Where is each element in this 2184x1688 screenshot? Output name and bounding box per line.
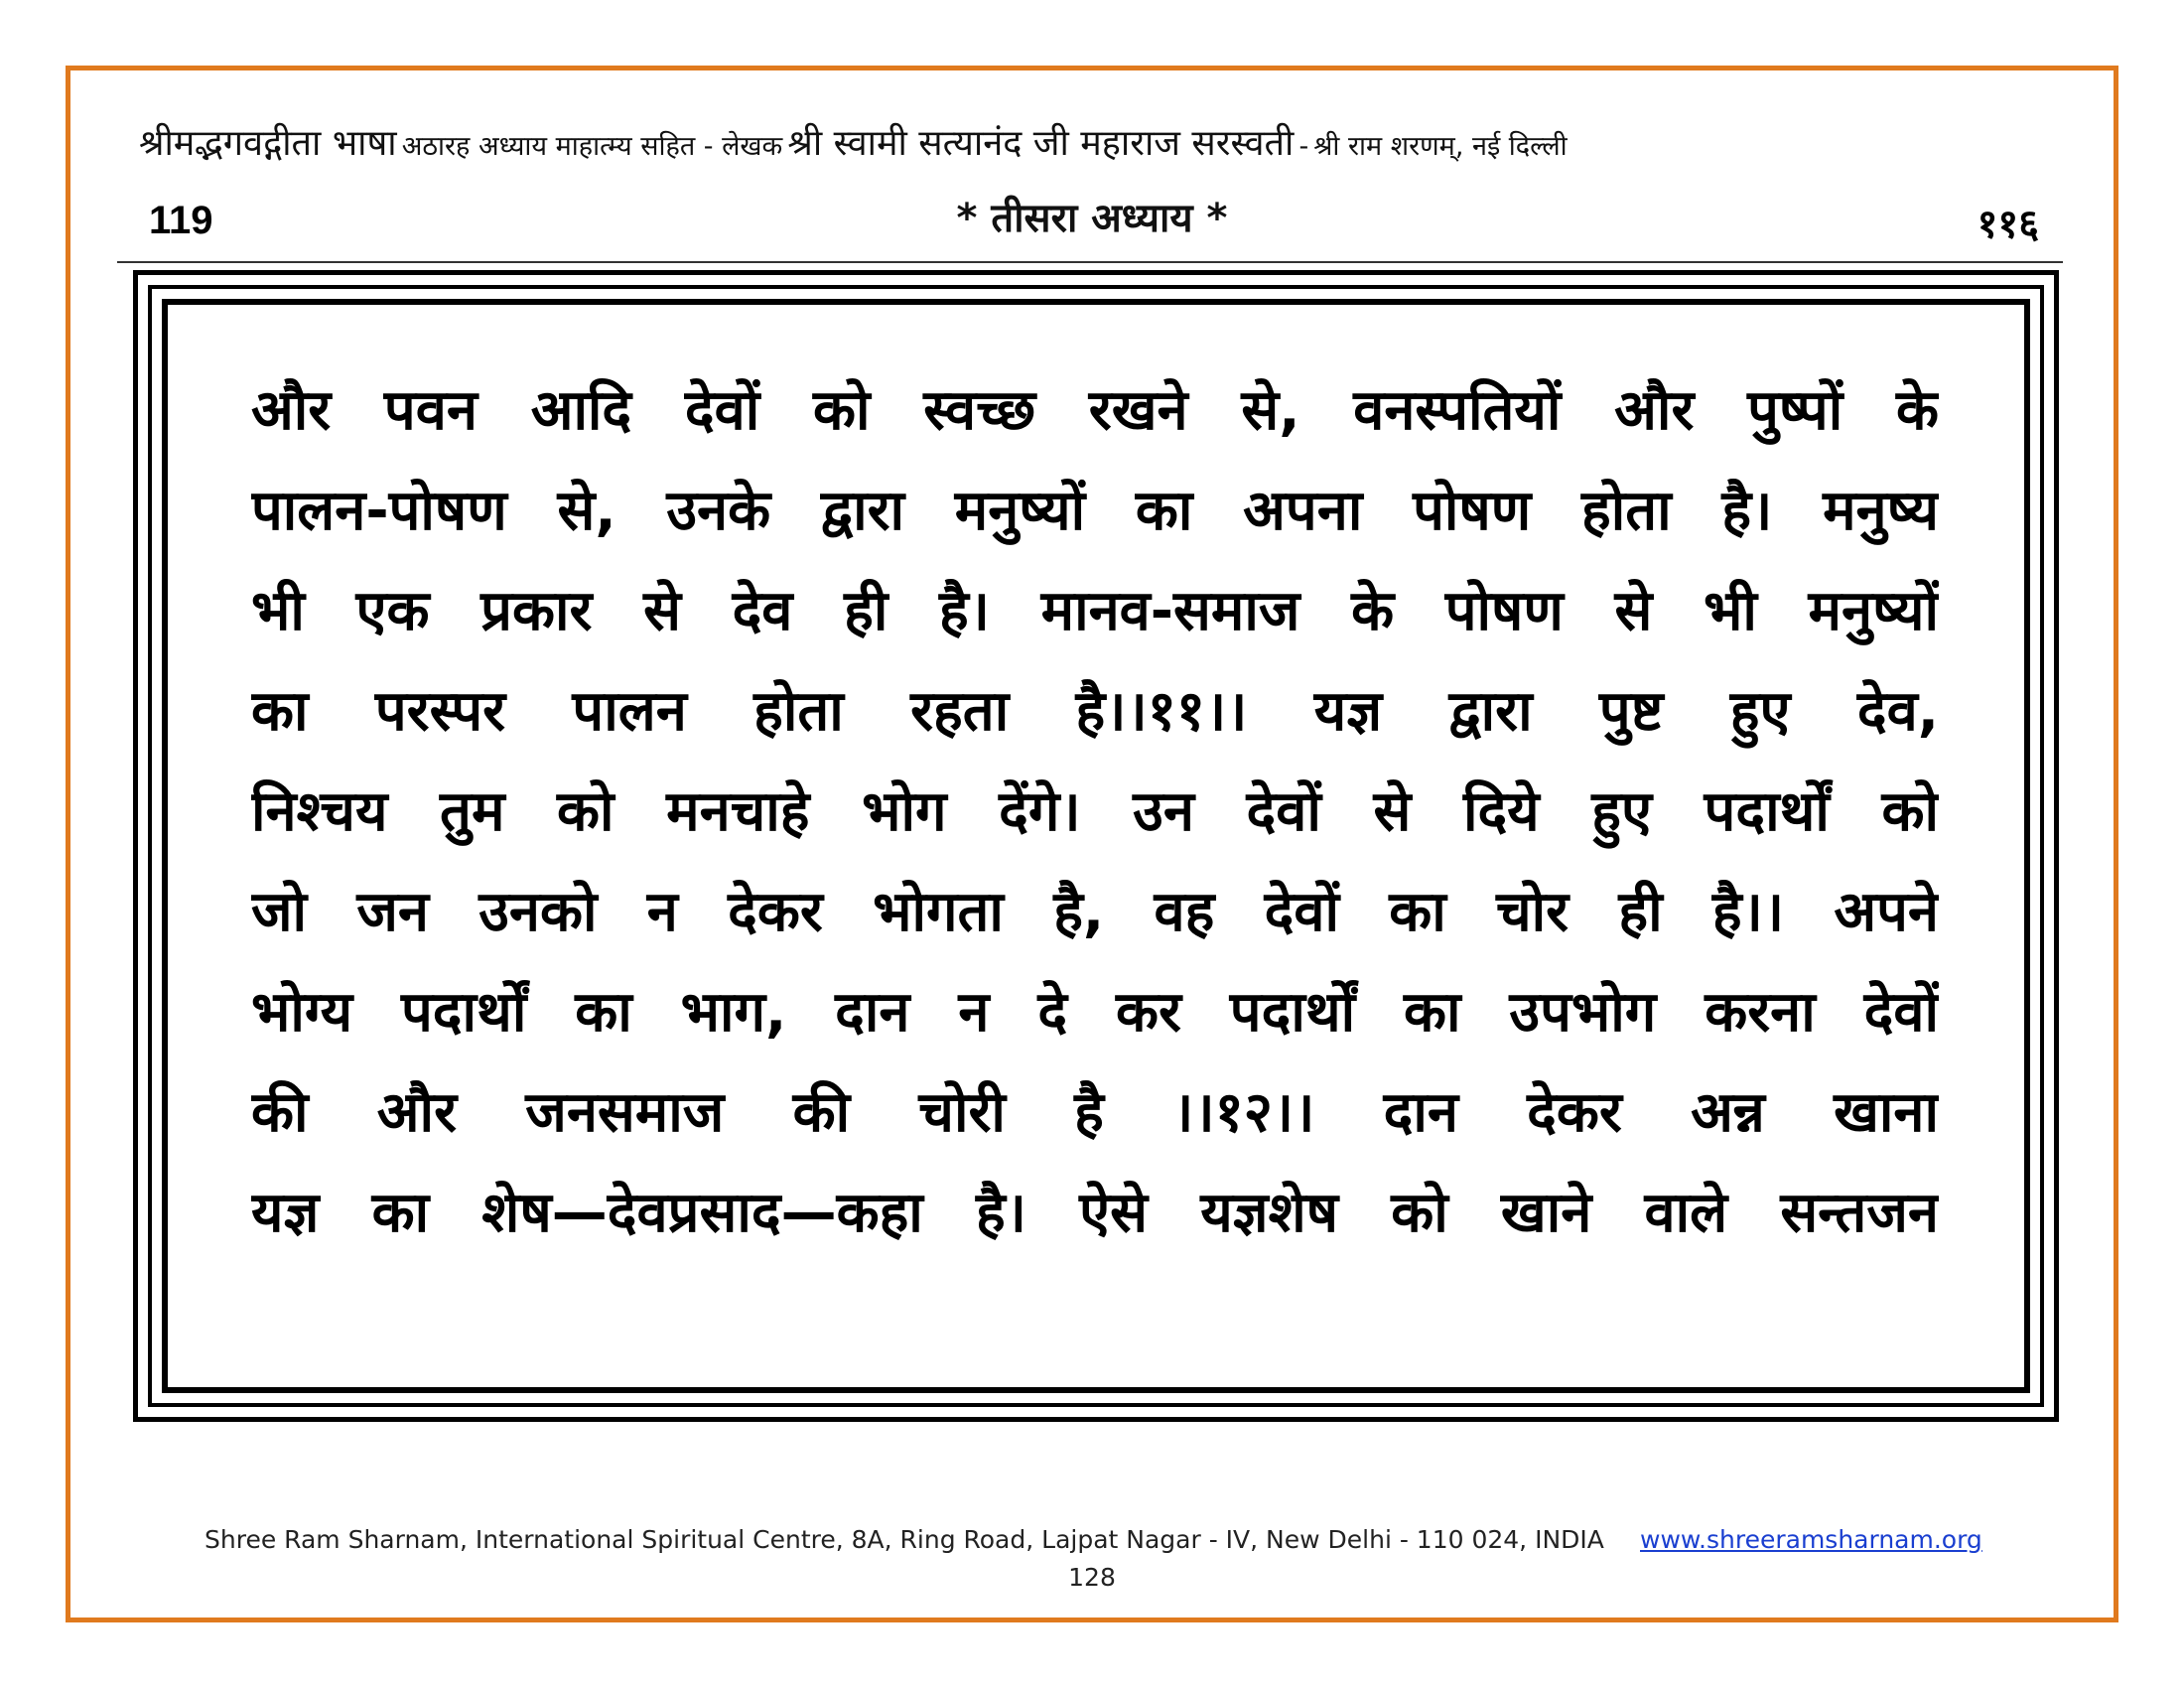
devanagari-page-number: ११६ — [1977, 202, 2039, 247]
book-subtitle: अठारह अध्याय माहात्म्य सहित - लेखक — [401, 131, 783, 162]
book-title: श्रीमद्भगवद्गीता भाषा — [139, 123, 397, 164]
footer-page-number: 128 — [1068, 1563, 1116, 1592]
header-rule — [117, 261, 2063, 263]
text-line: यज्ञ का शेष—देवप्रसाद—कहा है। ऐसे यज्ञशेष को खाने वाले सन्तजन — [251, 1181, 1939, 1245]
publisher-name: श्री राम शरणम्, नई दिल्ली — [1313, 131, 1568, 162]
body-text — [251, 360, 1939, 1263]
text-box — [133, 270, 2059, 1422]
chapter-title: * तीसरा अध्याय * — [956, 196, 1228, 241]
text-line: पालन-पोषण से, उनके द्वारा मनुष्यों का अपना पोषण होता है। मनुष्य — [251, 479, 1939, 543]
text-line: निश्चय तुम को मनचाहे भोग देंगे। उन देवों से दिये हुए पदार्थों को — [251, 779, 1939, 844]
text-line: जो जन उनको न देकर भोगता है, वह देवों का चोर ही है।। अपने — [251, 880, 1939, 944]
page-header — [139, 117, 2065, 166]
text-line: भोग्य पदार्थों का भाग, दान न दे कर पदार्थों का उपभोग करना देवों — [251, 980, 1939, 1045]
author-name: श्री स्वामी सत्यानंद जी महाराज सरस्वती — [787, 123, 1295, 164]
text-line: की और जनसमाज की चोरी है ।।१२।। दान देकर अन्न खाना — [251, 1080, 1939, 1145]
text-line: भी एक प्रकार से देव ही है। मानव-समाज के पोषण से भी मनुष्यों — [251, 579, 1939, 643]
header-separator: - — [1298, 131, 1309, 162]
text-box-border — [148, 285, 2044, 1407]
website-link[interactable]: www.shreeramsharnam.org — [1640, 1525, 1982, 1554]
text-line: और पवन आदि देवों को स्वच्छ रखने से, वनस्पतियों और पुष्पों के — [251, 378, 1939, 443]
footer-address: Shree Ram Sharnam, International Spiritual Centre, 8A, Ring Road, Lajpat Nagar - IV, New Delhi - 110 024, INDIA — [205, 1525, 1604, 1554]
original-page-number: 119 — [149, 199, 213, 242]
text-box-inner-border — [162, 299, 2030, 1393]
text-line: का परस्पर पालन होता रहता है।।११।। यज्ञ द्वारा पुष्ट हुए देव, — [251, 679, 1939, 744]
